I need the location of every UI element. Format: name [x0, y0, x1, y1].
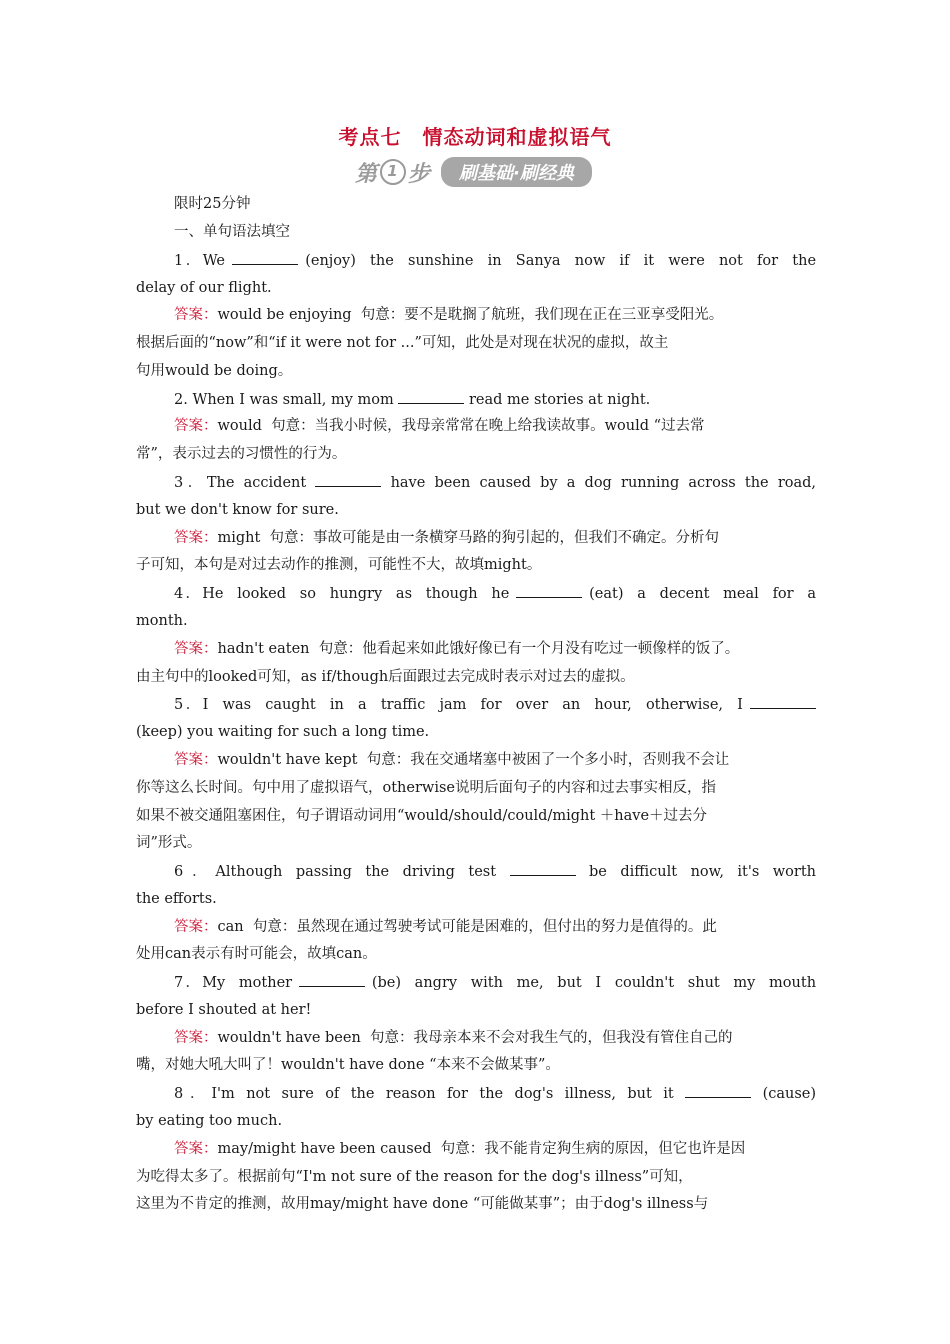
section-heading: 一、单句语法填空 [174, 224, 290, 240]
answer-blank [510, 861, 576, 876]
question-4-line: 4．He looked so hungry as though he (eat) a decent meal for a [174, 583, 816, 604]
answer-6-cont: 处用can表示有时可能会，故填can。 [136, 946, 377, 962]
time-limit: 限时25分钟 [174, 196, 251, 212]
answer-7-line: 答案：wouldn't have been 句意：我母亲本来不会对我生气的，但我没有管住自己的 [174, 1030, 733, 1046]
answer-5-cont: 如果不被交通阻塞困住，句子谓语动词用“would/should/could/might ＋have＋过去分 [136, 808, 708, 824]
step-suffix: 步 [408, 161, 432, 187]
question-4-cont: month. [136, 613, 188, 629]
answer-3-line: 答案：might 句意：事故可能是由一条横穿马路的狗引起的，但我们不确定。分析句 [174, 530, 720, 546]
answer-blank [315, 472, 381, 487]
answer-2-cont: 常”，表示过去的习惯性的行为。 [136, 446, 347, 462]
question-1-line: 1．We (enjoy) the sunshine in Sanya now if it were not for the [174, 250, 816, 271]
question-5-line: 5．I was caught in a traffic jam for over an hour, otherwise, I [174, 694, 816, 715]
answer-label: 答案： [174, 418, 218, 434]
answer-1-cont: 根据后面的“now”和“if it were not for ...”可知，此处是对现在状况的虚拟，故主 [136, 335, 669, 351]
page-title: 考点七 情态动词和虚拟语气 [338, 125, 612, 149]
question-6-line: 6．Although passing the driving test be difficult now, it's worth [174, 861, 816, 882]
answer-blank [516, 583, 582, 598]
answer-4-line: 答案：hadn't eaten 句意：他看起来如此饿好像已有一个月没有吃过一顿像样的饭了。 [174, 641, 740, 657]
answer-label: 答案： [174, 919, 218, 935]
answer-blank [685, 1083, 751, 1098]
question-5-cont: (keep) you waiting for such a long time. [136, 724, 430, 740]
question-7-line: 7．My mother (be) angry with me, but I couldn't shut my mouth [174, 972, 816, 993]
step-pill-label: 刷基础·刷经典 [441, 157, 592, 187]
answer-6-line: 答案：can 句意：虽然现在通过驾驶考试可能是困难的，但付出的努力是值得的。此 [174, 919, 717, 935]
answer-7-cont: 嘴，对她大吼大叫了！wouldn't have done “本来不会做某事”。 [136, 1057, 560, 1073]
answer-blank [232, 250, 298, 265]
answer-3-cont: 子可知，本句是对过去动作的推测，可能性不大，故填might。 [136, 557, 542, 573]
step-prefix: 第 [355, 161, 379, 187]
answer-4-cont: 由主句中的looked可知，as if/though后面跟过去完成时表示对过去的虚拟。 [136, 669, 635, 685]
answer-1-cont: 句用would be doing。 [136, 363, 293, 379]
question-8-cont: by eating too much. [136, 1113, 283, 1129]
answer-8-line: 答案：may/might have been caused 句意：我不能肯定狗生病的原因，但它也许是因 [174, 1141, 746, 1157]
question-2-line: 2. When I was small, my mom read me stories at night. [174, 389, 816, 410]
answer-5-line: 答案：wouldn't have kept 句意：我在交通堵塞中被困了一个多小时，否则我不会让 [174, 752, 730, 768]
answer-blank [299, 972, 365, 987]
answer-5-cont: 词”形式。 [136, 835, 202, 851]
answer-label: 答案： [174, 1030, 218, 1046]
answer-1-line: 答案：would be enjoying 句意：要不是耽搁了航班，我们现在正在三亚享受阳光。 [174, 307, 724, 323]
answer-label: 答案： [174, 530, 218, 546]
question-3-line: 3．The accident have been caused by a dog running across the road, [174, 472, 816, 493]
answer-blank [750, 694, 816, 709]
question-7-cont: before I shouted at her! [136, 1002, 312, 1018]
question-3-cont: but we don't know for sure. [136, 502, 339, 518]
step-number-circle: 1 [380, 159, 406, 185]
question-8-line: 8．I'm not sure of the reason for the dog's illness, but it (cause) [174, 1083, 816, 1104]
answer-label: 答案： [174, 752, 218, 768]
answer-blank [398, 389, 464, 404]
answer-5-cont: 你等这么长时间。句中用了虚拟语气，otherwise说明后面句子的内容和过去事实相反，指 [136, 780, 716, 796]
answer-8-cont: 为吃得太多了。根据前句“I'm not sure of the reason for the dog's illness”可知， [136, 1169, 693, 1185]
question-6-cont: the efforts. [136, 891, 217, 907]
answer-label: 答案： [174, 307, 218, 323]
answer-2-line: 答案：would 句意：当我小时候，我母亲常常在晚上给我读故事。would “过去常 [174, 418, 705, 434]
step-banner [355, 158, 592, 186]
answer-label: 答案： [174, 641, 218, 657]
answer-8-cont: 这里为不肯定的推测，故用may/might have done “可能做某事”；由于dog's illness与 [136, 1196, 709, 1212]
question-1-cont: delay of our flight. [136, 280, 272, 296]
answer-label: 答案： [174, 1141, 218, 1157]
